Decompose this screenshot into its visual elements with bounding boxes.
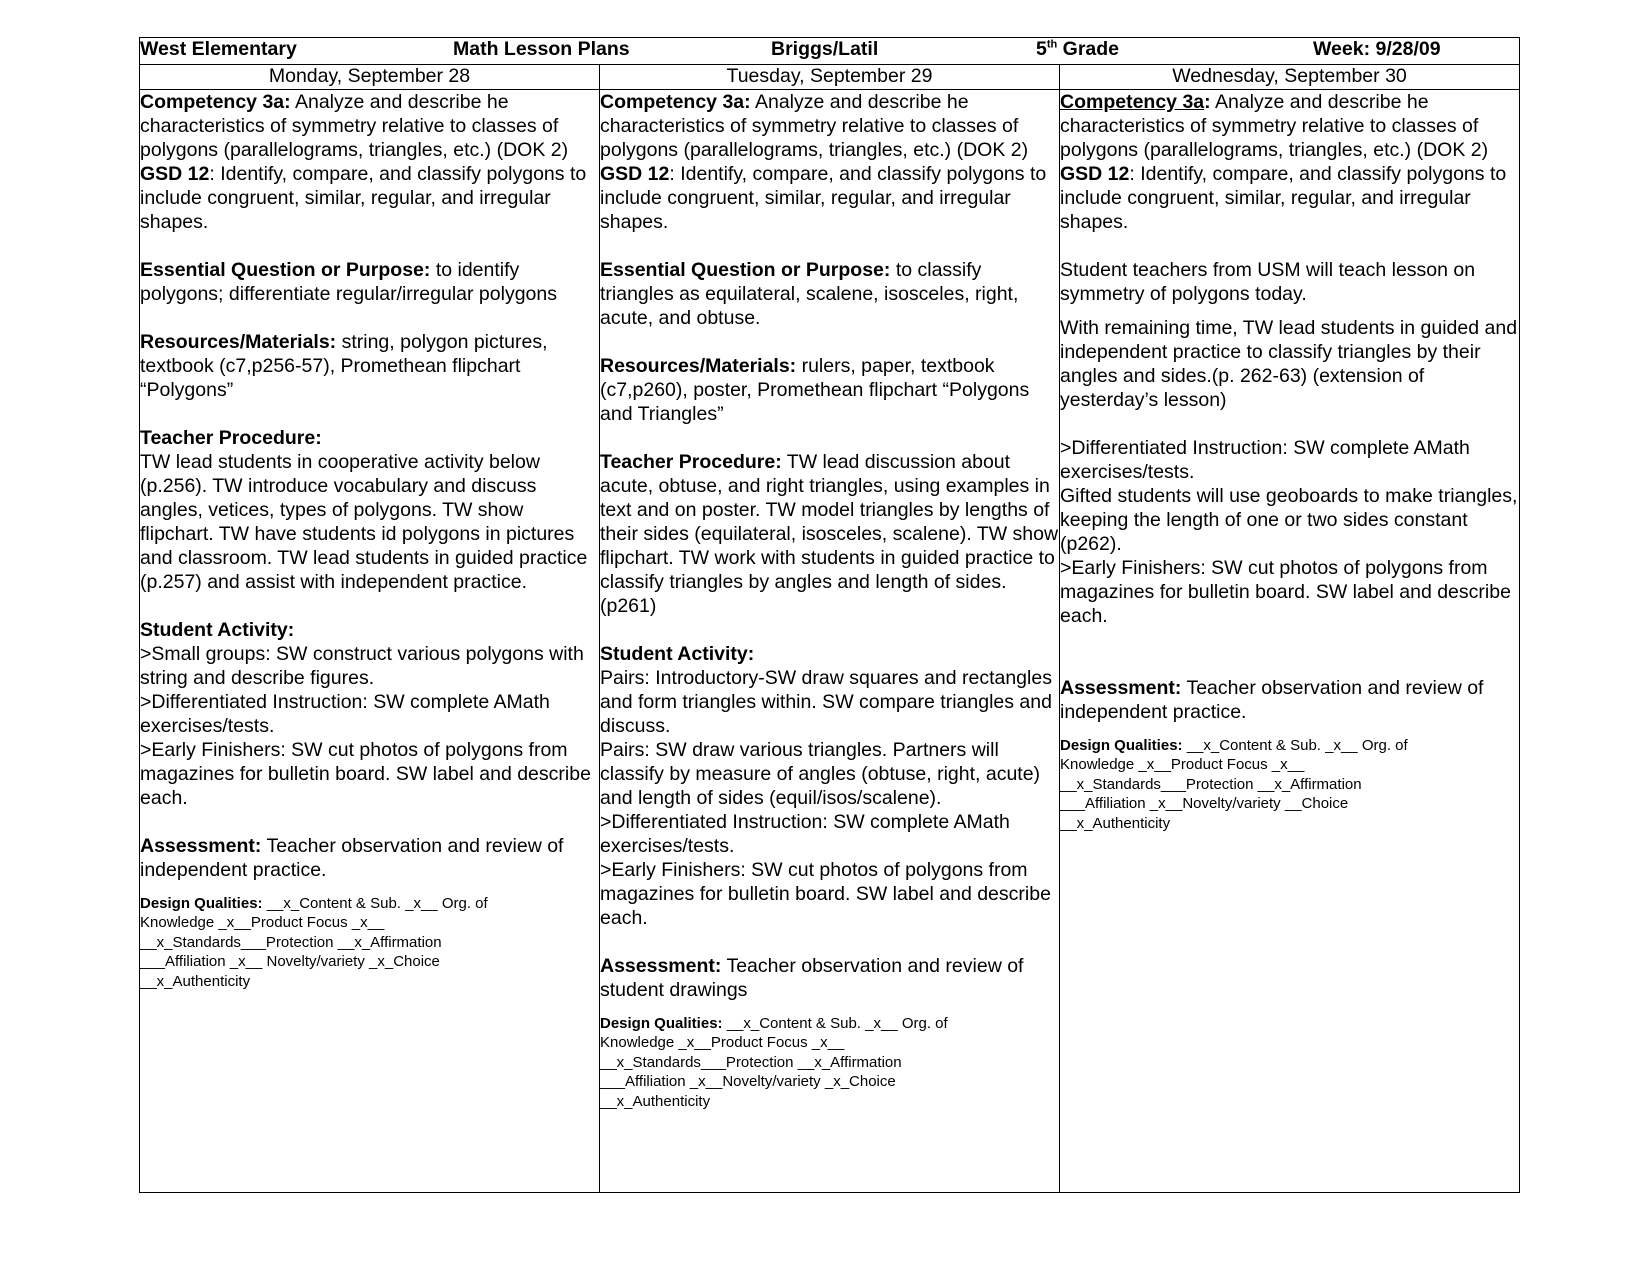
teacher-procedure-text: TW lead discussion about acute, obtuse, and right triangles, using examples in text and on poster. TW model triangles by lengths of their sides (equilateral, isosceles, scalene). TW show flipchart. TW work with students in guided practice to classify triangles by angles and length of sides. (p261) [600, 451, 1059, 617]
competency [600, 90, 1059, 162]
teacher-procedure [140, 426, 599, 594]
competency-label: Competency 3a [1060, 91, 1205, 113]
design-qualities-line: __x_Content & Sub. _x__ Org. of [1182, 737, 1408, 754]
assessment [600, 954, 1059, 1002]
grade-suffix: th [1046, 38, 1058, 51]
student-activity [140, 618, 599, 810]
grade-number: 5 [1036, 38, 1047, 60]
assessment [1060, 676, 1519, 724]
competency [140, 90, 599, 162]
student-activity-line: Pairs: SW draw various triangles. Partners will classify by measure of angles (obtuse, right, acute) and length of sides (equil/isos/scalene). [600, 739, 1041, 809]
competency-text: Analyze and describe he characteristics of symmetry relative to classes of polygons (parallelograms, triangles, etc.) (DOK 2) [1060, 91, 1489, 161]
gsd-text: : Identify, compare, and classify polygons to include congruent, similar, regular, and irregular shapes. [1060, 163, 1507, 233]
grade-label [1036, 38, 1313, 61]
gsd [140, 162, 599, 234]
teacher-procedure-label: Teacher Procedure: [140, 427, 322, 449]
design-qualities [600, 1014, 1059, 1111]
student-activity-line: Pairs: Introductory-SW draw squares and rectangles and form triangles within. SW compare triangles and discuss. [600, 667, 1052, 737]
competency-text: Analyze and describe he characteristics of symmetry relative to classes of polygons (parallelograms, triangles, etc.) (DOK 2) [140, 91, 569, 161]
competency-text: Analyze and describe he characteristics of symmetry relative to classes of polygons (parallelograms, triangles, etc.) (DOK 2) [600, 91, 1029, 161]
student-activity-line: >Early Finishers: SW cut photos of polygons from magazines for bulletin board. SW label and describe each. [600, 859, 1051, 929]
design-qualities-line: __x_Standards___Protection __x_Affirmation [140, 933, 442, 951]
design-qualities-line: Knowledge _x__Product Focus _x__ [600, 1034, 845, 1052]
resources-text: rulers, paper, textbook (c7,p260), poster, Promethean flipchart “Polygons and Triangles” [600, 355, 1030, 425]
design-qualities-line: ___Affiliation _x__ Novelty/variety _x_Choice [140, 953, 440, 971]
design-qualities-line: __x_Standards___Protection __x_Affirmation [1060, 775, 1362, 793]
design-qualities-line: __x_Standards___Protection __x_Affirmation [600, 1053, 902, 1071]
plan-title: Math Lesson Plans [453, 38, 630, 60]
week-label: Week: 9/28/09 [1313, 38, 1441, 60]
essential-question-label: Essential Question or Purpose: [600, 259, 891, 281]
competency-label: Competency 3a: [140, 91, 291, 113]
gsd [1060, 162, 1519, 234]
day-header-row [140, 65, 1520, 90]
competency [1060, 90, 1519, 162]
design-qualities-label: Design Qualities: [1060, 737, 1183, 754]
design-qualities [1060, 736, 1519, 833]
design-qualities [140, 894, 599, 991]
gsd [600, 162, 1059, 234]
essential-question-label: Essential Question or Purpose: [140, 259, 431, 281]
lesson-plan-table [139, 37, 1520, 1193]
resources-label: Resources/Materials: [140, 331, 337, 353]
differentiated-instruction-line: >Early Finishers: SW cut photos of polygons from magazines for bulletin board. SW label and describe each. [1060, 557, 1511, 627]
teacher-procedure [600, 450, 1059, 618]
assessment-label: Assessment: [600, 955, 722, 977]
student-activity-line: >Small groups: SW construct various polygons with string and describe figures. [140, 643, 584, 689]
design-qualities-line: ___Affiliation _x__Novelty/variety __Choice [1060, 795, 1349, 813]
design-qualities-line: __x_Authenticity [600, 1092, 711, 1110]
assessment-label: Assessment: [140, 835, 262, 857]
competency-label: Competency 3a: [600, 91, 751, 113]
design-qualities-line: Knowledge _x__Product Focus _x__ [1060, 756, 1305, 774]
gsd-label: GSD 12 [1060, 163, 1130, 185]
student-activity-line: >Differentiated Instruction: SW complete AMath exercises/tests. [600, 811, 1010, 857]
essential-question-text: to classify triangles as equilateral, scalene, isosceles, right, acute, and obtuse. [600, 259, 1019, 329]
essential-question [140, 258, 599, 306]
design-qualities-line: ___Affiliation _x__Novelty/variety _x_Choice [600, 1073, 896, 1091]
design-qualities-label: Design Qualities: [600, 1015, 723, 1032]
design-qualities-line: __x_Content & Sub. _x__ Org. of [722, 1015, 948, 1032]
assessment-label: Assessment: [1060, 677, 1182, 699]
tuesday-plan [600, 90, 1060, 1193]
school-name: West Elementary [140, 38, 297, 60]
gsd-label: GSD 12 [600, 163, 670, 185]
student-activity-line: >Early Finishers: SW cut photos of polygons from magazines for bulletin board. SW label and describe each. [140, 739, 591, 809]
day-header-tuesday: Tuesday, September 29 [600, 65, 1060, 90]
assessment-text: Teacher observation and review of independent practice. [1060, 677, 1484, 723]
remaining-time-note: With remaining time, TW lead students in guided and independent practice to classify triangles by their angles and sides.(p. 262-63) (extension of yesterday’s lesson) [1060, 317, 1518, 411]
competency-colon: : [1204, 91, 1211, 113]
resources [140, 330, 599, 402]
resources-label: Resources/Materials: [600, 355, 797, 377]
design-qualities-line: __x_Content & Sub. _x__ Org. of [262, 895, 488, 912]
gsd-label: GSD 12 [140, 163, 210, 185]
gsd-text: : Identify, compare, and classify polygons to include congruent, similar, regular, and irregular shapes. [600, 163, 1047, 233]
student-activity [600, 642, 1059, 930]
plan-body-row [140, 90, 1520, 1193]
student-activity-label: Student Activity: [140, 619, 295, 641]
header-row [140, 38, 1520, 65]
gsd-text: : Identify, compare, and classify polygons to include congruent, similar, regular, and irregular shapes. [140, 163, 587, 233]
teacher-procedure-text: TW lead students in cooperative activity below (p.256). TW introduce vocabulary and discuss angles, vetices, types of polygons. TW show flipchart. TW have students id polygons in pictures and classroom. TW lead students in guided practice (p.257) and assist with independent practice. [140, 451, 588, 593]
teacher-names: Briggs/Latil [771, 38, 879, 60]
day-header-wednesday: Wednesday, September 30 [1060, 65, 1520, 90]
design-qualities-line: Knowledge _x__Product Focus _x__ [140, 914, 385, 932]
header-cell [140, 38, 1520, 65]
differentiated-instruction [1060, 436, 1519, 628]
resources-text: string, polygon pictures, textbook (c7,p256-57), Promethean flipchart “Polygons” [140, 331, 548, 401]
day-header-monday: Monday, September 28 [140, 65, 600, 90]
wednesday-plan [1060, 90, 1520, 1193]
differentiated-instruction-line: Gifted students will use geoboards to make triangles, keeping the length of one or two sides constant (p262). [1060, 485, 1518, 555]
grade-word: Grade [1062, 38, 1120, 60]
resources [600, 354, 1059, 426]
essential-question-text: to identify polygons; differentiate regular/irregular polygons [140, 259, 557, 305]
assessment [140, 834, 599, 882]
monday-plan [140, 90, 600, 1193]
student-teacher-note: Student teachers from USM will teach lesson on symmetry of polygons today. [1060, 259, 1476, 305]
essential-question [600, 258, 1059, 330]
differentiated-instruction-line: >Differentiated Instruction: SW complete AMath exercises/tests. [1060, 437, 1470, 483]
student-activity-label: Student Activity: [600, 643, 755, 665]
design-qualities-line: __x_Authenticity [140, 972, 251, 990]
design-qualities-line: __x_Authenticity [1060, 814, 1171, 832]
assessment-text: Teacher observation and review of independent practice. [140, 835, 564, 881]
assessment-text: Teacher observation and review of student drawings [600, 955, 1024, 1001]
design-qualities-label: Design Qualities: [140, 895, 263, 912]
teacher-procedure-label: Teacher Procedure: [600, 451, 782, 473]
student-activity-line: >Differentiated Instruction: SW complete AMath exercises/tests. [140, 691, 550, 737]
